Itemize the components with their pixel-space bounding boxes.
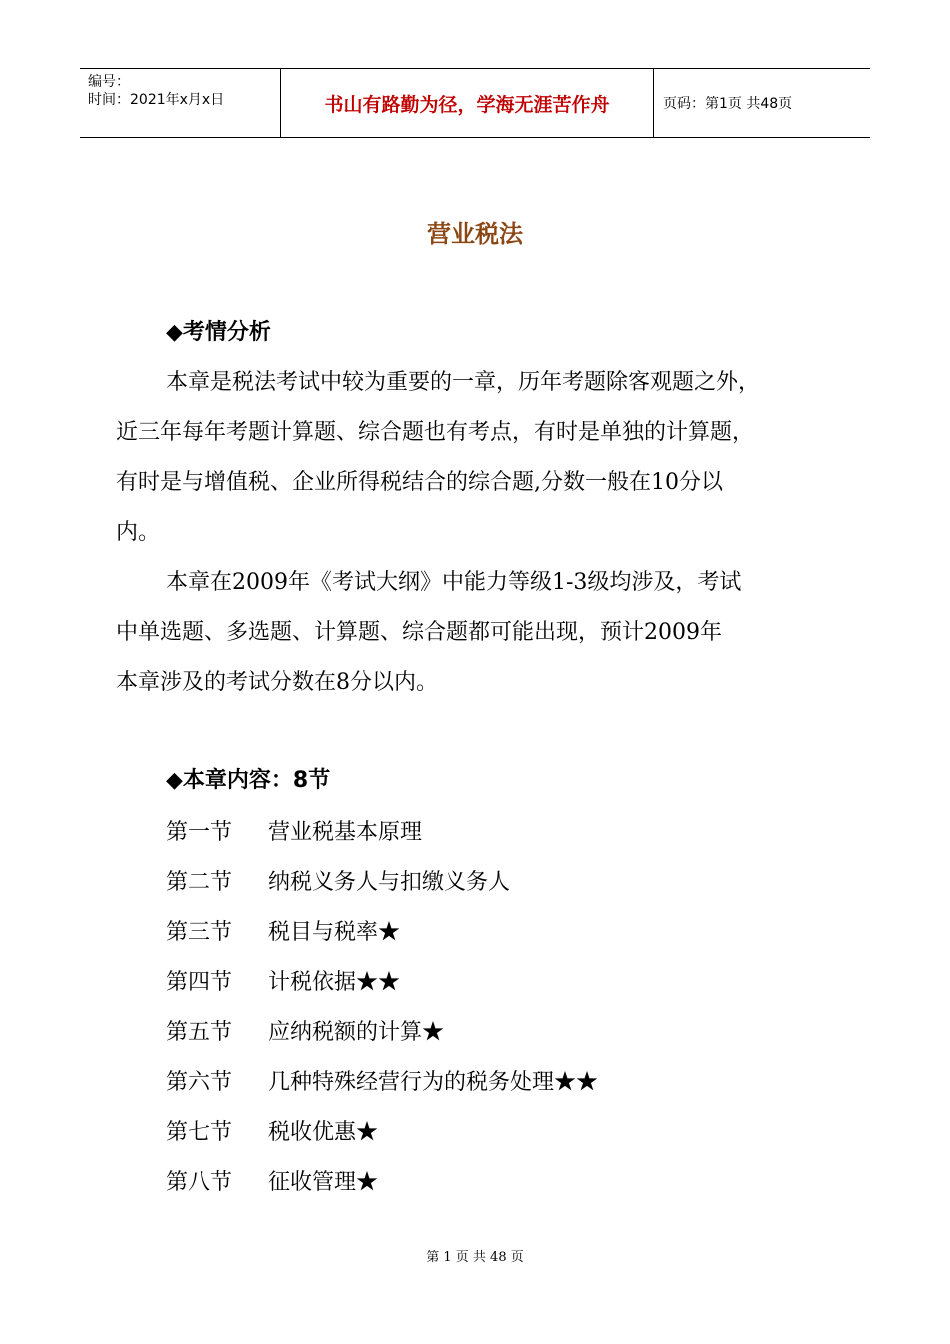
header-meta — [80, 69, 281, 137]
section-name: 营业税基本原理 — [268, 820, 423, 845]
document-title: 营业税法 — [427, 220, 523, 248]
header-motto: 书山有路勤为径，学海无涯苦作舟 — [281, 69, 654, 137]
list-item — [166, 1058, 598, 1108]
section-name: 税目与税率★ — [268, 920, 401, 945]
paragraph-line: 中单选题、多选题、计算题、综合题都可能出现，预计2009年 — [116, 620, 722, 645]
section-number: 第三节 — [166, 920, 233, 945]
paragraph-line: 本章涉及的考试分数在8分以内。 — [116, 670, 438, 695]
list-item — [166, 1158, 598, 1208]
list-item — [166, 1108, 598, 1158]
paragraph-analysis-2 — [116, 558, 856, 708]
section-name: 税收优惠★ — [268, 1120, 379, 1145]
section-number: 第二节 — [166, 870, 233, 895]
header-page-info: 页码：第1页 共48页 — [663, 96, 793, 112]
header-table — [80, 68, 870, 138]
section-number: 第七节 — [166, 1120, 233, 1145]
section-number: 第六节 — [166, 1070, 233, 1095]
chapter-contents-list — [166, 808, 598, 1208]
section-number: 第八节 — [166, 1170, 233, 1195]
number-label: 编号： — [88, 74, 130, 90]
section-name: 计税依据★★ — [268, 970, 401, 995]
list-item — [166, 908, 598, 958]
section-number: 第五节 — [166, 1020, 233, 1045]
section-number: 第一节 — [166, 820, 233, 845]
list-item — [166, 858, 598, 908]
section-name: 征收管理★ — [268, 1170, 379, 1195]
paragraph-line: 近三年每年考题计算题、综合题也有考点，有时是单独的计算题， — [116, 420, 755, 445]
list-item — [166, 958, 598, 1008]
page-footer: 第 1 页 共 48 页 — [426, 1250, 524, 1265]
section-name: 几种特殊经营行为的税务处理★★ — [268, 1070, 599, 1095]
list-item — [166, 808, 598, 858]
paragraph-line: 本章在2009年《考试大纲》中能力等级1-3级均涉及，考试 — [166, 570, 742, 595]
paragraph-line: 有时是与增值税、企业所得税结合的综合题,分数一般在10分以 — [116, 470, 723, 495]
paragraph-line: 本章是税法考试中较为重要的一章，历年考题除客观题之外， — [166, 370, 761, 395]
section-name: 应纳税额的计算★ — [268, 1020, 445, 1045]
time-label: 时间：2021年x月x日 — [88, 92, 225, 108]
section-name: 纳税义务人与扣缴义务人 — [268, 870, 511, 895]
section-heading-analysis: ◆考情分析 — [166, 320, 271, 345]
paragraph-line: 内。 — [116, 520, 161, 545]
list-item — [166, 1008, 598, 1058]
section-heading-contents: ◆本章内容：8节 — [166, 768, 331, 793]
paragraph-analysis-1 — [116, 358, 856, 558]
section-number: 第四节 — [166, 970, 233, 995]
